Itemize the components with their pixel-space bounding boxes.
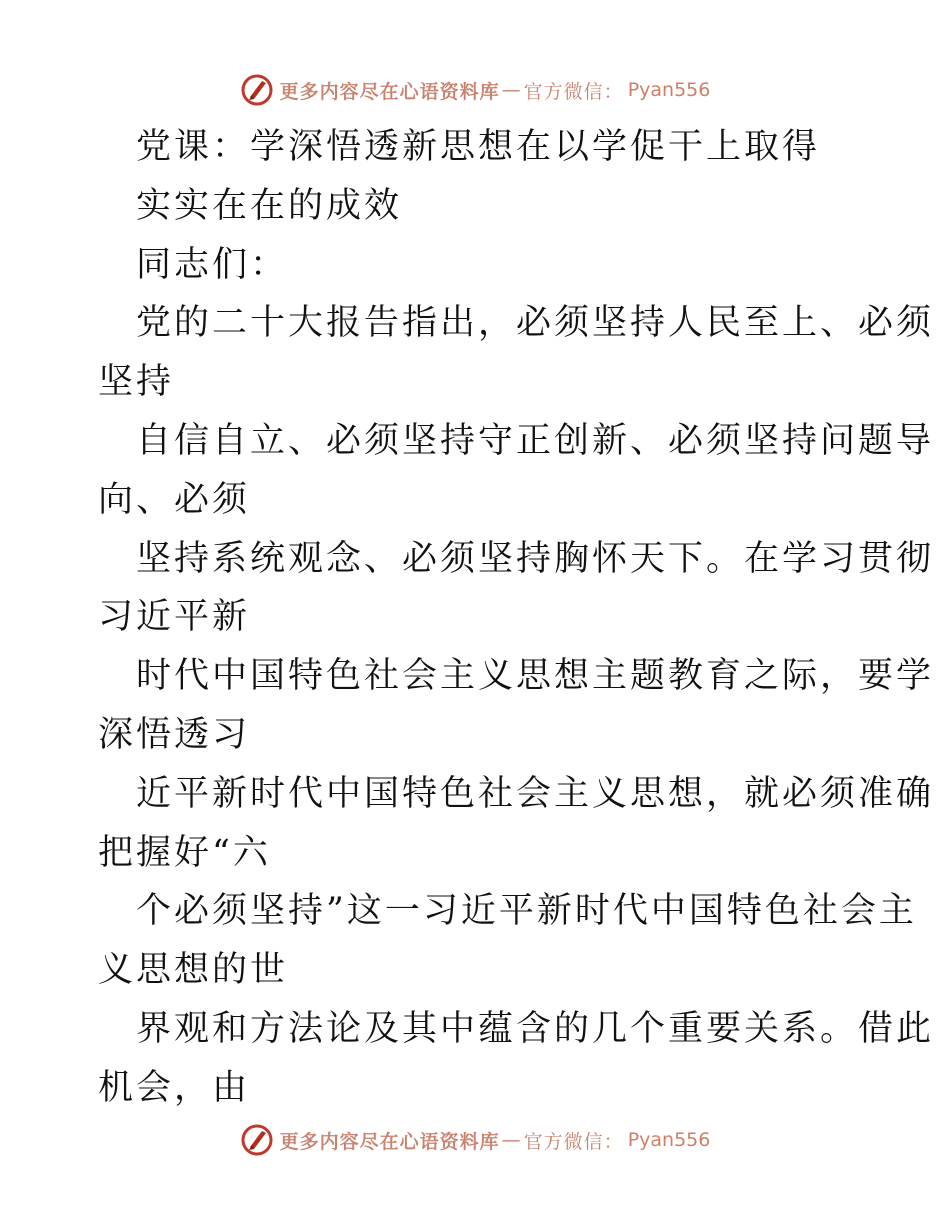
document-body xyxy=(98,118,935,1118)
body-line: 深悟透习 xyxy=(98,714,251,755)
quill-logo-icon xyxy=(240,73,274,107)
quill-logo-icon xyxy=(240,1123,274,1157)
banner-slogan: 更多内容尽在心语资料库 xyxy=(279,80,500,103)
body-line: 习近平新 xyxy=(98,597,251,638)
body-line: 党的二十大报告指出，必须坚持人民至上、必须 xyxy=(136,303,935,344)
body-line: 向、必须 xyxy=(98,479,251,520)
body-line: 坚持 xyxy=(98,362,175,403)
footer-watermark-banner xyxy=(0,1120,950,1160)
header-watermark-banner xyxy=(0,70,950,110)
banner-wechat-id: Pyan556 xyxy=(627,1129,711,1151)
body-line: 坚持系统观念、必须坚持胸怀天下。在学习贯彻 xyxy=(136,538,935,579)
banner-wechat-id: Pyan556 xyxy=(627,79,711,101)
body-line: 义思想的世 xyxy=(98,950,289,991)
body-line: 界观和方法论及其中蕴含的几个重要关系。借此 xyxy=(136,1008,935,1049)
body-line: 时代中国特色社会主义思想主题教育之际，要学 xyxy=(136,656,935,697)
body-line: 近平新时代中国特色社会主义思想，就必须准确 xyxy=(136,773,935,814)
body-line: 把握好“六 xyxy=(98,832,271,873)
salutation: 同志们： xyxy=(136,244,289,285)
banner-dash: — xyxy=(501,1129,522,1151)
body-line: 机会，由 xyxy=(98,1067,251,1108)
banner-wechat-label: 官方微信： xyxy=(523,80,624,103)
banner-wechat-label: 官方微信： xyxy=(523,1130,624,1153)
document-title-line-1: 党课：学深悟透新思想在以学促干上取得 xyxy=(136,127,821,167)
banner-slogan: 更多内容尽在心语资料库 xyxy=(279,1130,500,1153)
body-line: 个必须坚持”这一习近平新时代中国特色社会主 xyxy=(136,891,917,932)
body-line: 自信自立、必须坚持守正创新、必须坚持问题导 xyxy=(136,420,935,461)
document-title-line-2: 实实在在的成效 xyxy=(136,185,403,226)
banner-dash: — xyxy=(501,79,522,101)
